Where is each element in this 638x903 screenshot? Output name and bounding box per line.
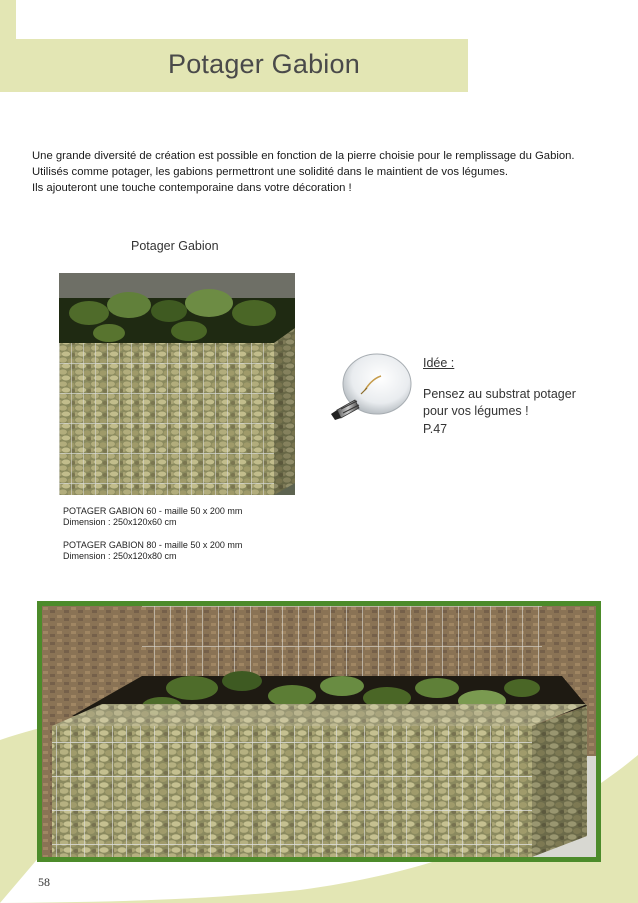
gabion-planter-photo-large-frame — [37, 601, 601, 862]
spec-name: POTAGER GABION 80 - maille 50 x 200 mm — [63, 540, 243, 550]
spec-name: POTAGER GABION 60 - maille 50 x 200 mm — [63, 506, 243, 516]
spec-dimension: Dimension : 250x120x80 cm — [63, 551, 177, 561]
light-bulb-icon — [315, 352, 415, 424]
idea-title: Idée : — [423, 356, 455, 370]
spec-group-80 — [63, 540, 242, 562]
idea-page-ref: P.47 — [423, 421, 448, 436]
idea-line-2: pour vos légumes ! — [423, 404, 529, 418]
intro-line-2: Utilisés comme potager, les gabions permettront une solidité dans le maintient de vos légumes. — [32, 166, 508, 178]
intro-line-3: Ils ajouteront une touche contemporaine dans votre décoration ! — [32, 182, 352, 194]
gabion-planter-photo-small — [59, 273, 295, 495]
idea-box — [423, 355, 613, 438]
product-specs — [63, 506, 242, 574]
page-number: 58 — [38, 875, 50, 889]
section-title: Potager Gabion — [131, 239, 219, 253]
spec-dimension: Dimension : 250x120x60 cm — [63, 517, 177, 527]
idea-line-1: Pensez au substrat potager — [423, 386, 576, 401]
spec-group-60 — [63, 506, 242, 528]
intro-text — [32, 148, 622, 196]
intro-line-1: Une grande diversité de création est possible en fonction de la pierre choisie pour le remplissage du Gabion. — [32, 150, 575, 162]
page-title: Potager Gabion — [168, 49, 360, 79]
gabion-planter-photo-large — [42, 606, 596, 857]
title-band — [0, 39, 468, 92]
